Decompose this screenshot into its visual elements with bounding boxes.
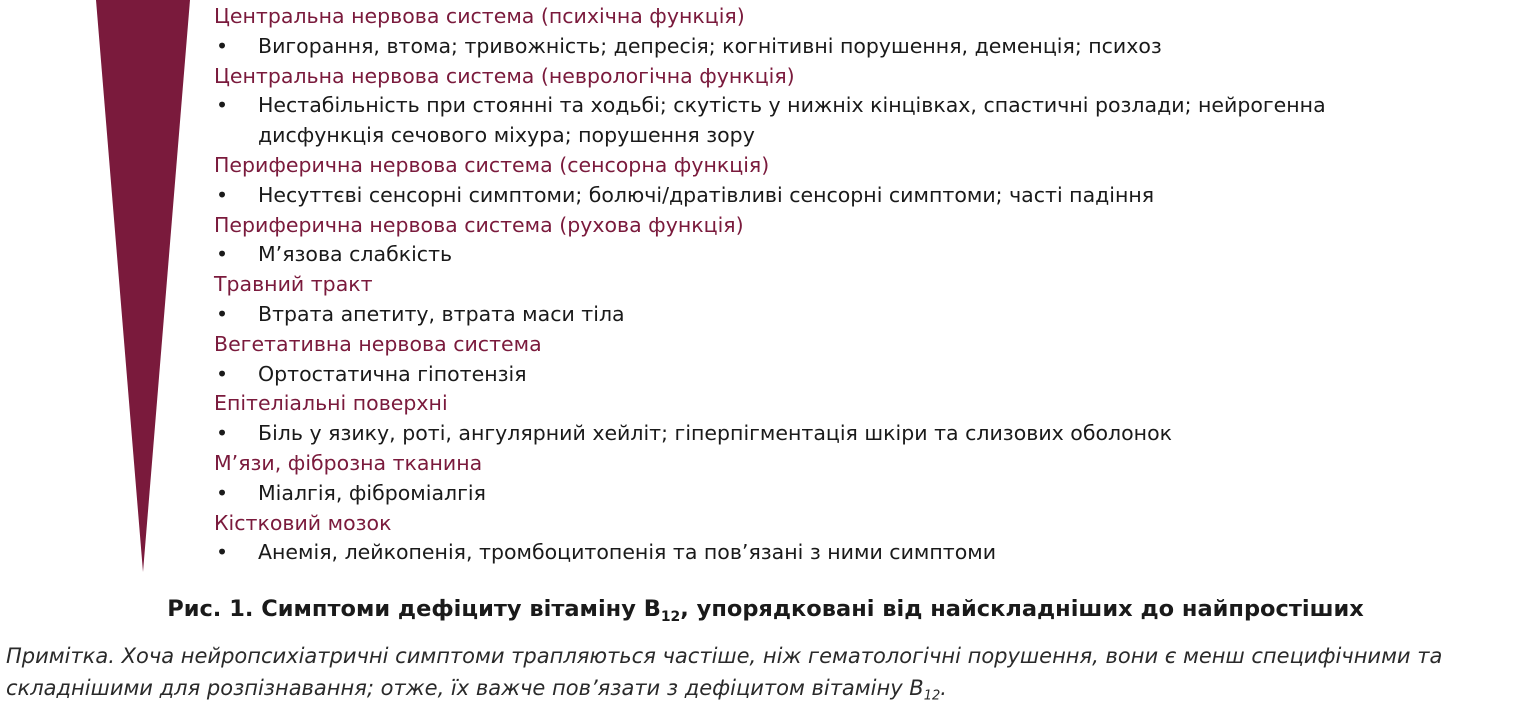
item-text: Анемія, лейкопенія, тромбоцитопенія та пов’язані з ними симптоми bbox=[258, 540, 997, 565]
bullet: • bbox=[216, 242, 229, 267]
bullet: • bbox=[216, 33, 229, 58]
section-heading: Травний тракт bbox=[214, 272, 373, 297]
caption-text: Рис. 1. Симптоми дефіциту вітаміну B bbox=[167, 596, 661, 622]
section-heading: Епітеліальні поверхні bbox=[214, 391, 448, 416]
note-subscript: 12 bbox=[923, 688, 941, 704]
list-item bbox=[214, 479, 1514, 509]
figure-caption bbox=[0, 593, 1531, 633]
section-heading: Периферична нервова система (сенсорна функція) bbox=[214, 152, 770, 177]
bullet: • bbox=[216, 421, 229, 446]
bullet: • bbox=[216, 480, 229, 505]
bullet: • bbox=[216, 93, 229, 118]
list-item bbox=[214, 91, 1514, 151]
section-heading: Периферична нервова система (рухова функція) bbox=[214, 212, 744, 237]
section-heading: Кістковий мозок bbox=[214, 510, 392, 535]
bullet: • bbox=[216, 540, 229, 565]
item-text: Несуттєві сенсорні симптоми; болючі/дратівливі сенсорні симптоми; часті падіння bbox=[258, 182, 1155, 207]
list-item bbox=[214, 300, 1514, 330]
caption-text-end: , упорядковані від найскладніших до найпростіших bbox=[680, 596, 1364, 622]
item-text: Біль у язику, роті, ангулярний хейліт; гіперпігментація шкіри та слизових оболонок bbox=[258, 421, 1172, 446]
bullet: • bbox=[216, 182, 229, 207]
item-text: М’язова слабкість bbox=[258, 242, 453, 267]
list-item bbox=[214, 240, 1514, 270]
section-heading: Центральна нервова система (неврологічна функція) bbox=[214, 63, 795, 88]
section-heading: Центральна нервова система (психічна функція) bbox=[214, 4, 745, 28]
item-text: Міалгія, фіброміалгія bbox=[258, 480, 486, 505]
section-heading: Вегетативна нервова система bbox=[214, 331, 542, 356]
item-text: Вигорання, втома; тривожність; депресія; когнітивні порушення, деменція; психоз bbox=[258, 33, 1162, 58]
note-text-end: . bbox=[940, 676, 947, 700]
list-item bbox=[214, 181, 1514, 211]
item-text: Нестабільність при стоянні та ходьбі; скутість у нижніх кінцівках, спастичні розлади; нейрогенна дисфункція сечового міхура; порушення зору bbox=[258, 93, 1326, 148]
list-item bbox=[214, 32, 1514, 62]
list-item bbox=[214, 419, 1514, 449]
item-text: Втрата апетиту, втрата маси тіла bbox=[258, 301, 625, 326]
figure-note bbox=[6, 640, 1521, 713]
bullet: • bbox=[216, 301, 229, 326]
note-text: Примітка. Хоча нейропсихіатричні симптоми трапляються частіше, ніж гематологічні порушення, вони є менш специфічними та складнішими для розпізнавання; отже, їх важче пов’язати з дефіцитом вітаміну B bbox=[6, 644, 1443, 700]
bullet: • bbox=[216, 361, 229, 386]
symptom-list bbox=[214, 2, 1514, 568]
item-text: Ортостатична гіпотензія bbox=[258, 361, 527, 386]
section-heading: М’язи, фіброзна тканина bbox=[214, 450, 483, 475]
wedge-shape bbox=[96, 0, 190, 572]
difficulty-wedge bbox=[96, 0, 190, 572]
list-item bbox=[214, 360, 1514, 390]
list-item bbox=[214, 538, 1514, 568]
caption-subscript: 12 bbox=[660, 608, 681, 625]
